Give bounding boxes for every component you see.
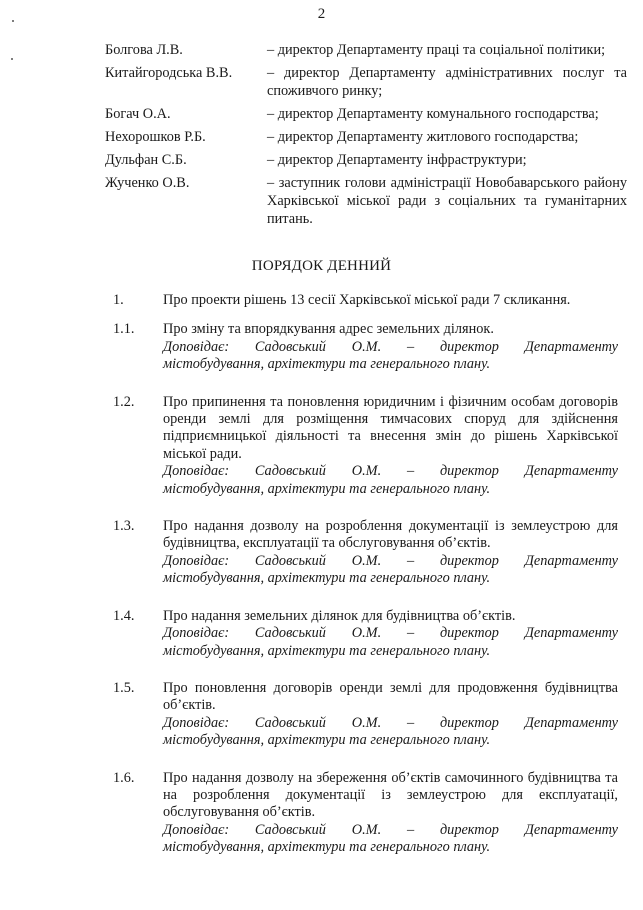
speaker-label: Доповідає: — [163, 821, 230, 838]
speaker-dash: – — [406, 338, 415, 355]
speaker-department-rest: містобудування, архітектури та генерального плану. — [163, 570, 491, 587]
attendee-name: Нехорошков Р.Б. — [105, 129, 206, 145]
agenda-item-number: 1.5. — [113, 679, 135, 696]
speaker-label: Доповідає: — [163, 714, 230, 731]
agenda-item — [113, 518, 618, 588]
speaker-name: Садовський — [254, 463, 326, 480]
agenda-item-text: Про надання дозволу на розроблення документації із землеустрою для будівництва, експлуатації та обслуговування об’єктів. — [163, 518, 618, 552]
agenda-item-body — [163, 680, 618, 750]
agenda-item-number: 1.4. — [113, 607, 135, 624]
agenda-item — [113, 292, 618, 309]
speaker-department-rest: містобудування, архітектури та генерального плану. — [163, 732, 491, 749]
scan-speck — [11, 58, 13, 60]
speaker-name: Садовський — [254, 338, 326, 355]
speaker-department: Департаменту — [524, 552, 618, 569]
agenda-item-text: Про зміну та впорядкування адрес земельних ділянок. — [163, 321, 494, 338]
speaker-department: Департаменту — [524, 463, 618, 480]
attendee-role: – директор Департаменту адміністративних послуг та споживчого ринку; — [267, 65, 627, 99]
speaker-dash: – — [406, 552, 415, 569]
agenda-item-text: Про поновлення договорів оренди землі для продовження будівництва об’єктів. — [163, 679, 618, 714]
agenda-item-text: Про припинення та поновлення юридичним і фізичним особам договорів оренди землі для розміщення тимчасових споруд для здійснення підприємницької діяльності та внесення змін до рішень Харківської міської ради. — [163, 393, 618, 462]
speaker-initials: О.М. — [351, 714, 382, 731]
agenda-title: ПОРЯДОК ДЕННИЙ — [251, 258, 392, 274]
speaker-initials: О.М. — [351, 821, 382, 838]
speaker-label: Доповідає: — [163, 552, 230, 569]
agenda-item — [113, 608, 618, 660]
agenda-item — [113, 770, 618, 857]
attendee-row — [105, 64, 627, 100]
speaker-block — [163, 463, 618, 498]
speaker-department-rest: містобудування, архітектури та генерального плану. — [163, 839, 491, 856]
speaker-department: Департаменту — [524, 625, 618, 642]
speaker-position: директор — [439, 552, 499, 569]
agenda-item-body — [163, 394, 618, 498]
speaker-department: Департаменту — [524, 821, 618, 838]
speaker-position: директор — [439, 821, 499, 838]
speaker-dash: – — [406, 463, 415, 480]
speaker-initials: О.М. — [351, 625, 382, 642]
page-number: 2 — [317, 6, 326, 22]
speaker-department: Департаменту — [524, 338, 618, 355]
attendee-row — [105, 151, 627, 169]
agenda-item-body — [163, 321, 618, 373]
speaker-name: Садовський — [254, 714, 326, 731]
attendee-name: Болгова Л.В. — [105, 42, 183, 58]
speaker-block — [163, 553, 618, 588]
agenda-list — [113, 292, 618, 857]
speaker-block — [163, 339, 618, 374]
speaker-label: Доповідає: — [163, 338, 230, 355]
speaker-department-rest: містобудування, архітектури та генерального плану. — [163, 480, 491, 497]
speaker-department-rest: містобудування, архітектури та генерального плану. — [163, 642, 491, 659]
speaker-department: Департаменту — [524, 714, 618, 731]
attendee-list — [105, 41, 627, 233]
attendee-role: – директор Департаменту праці та соціальної політики; — [267, 42, 606, 58]
speaker-position: директор — [439, 714, 499, 731]
agenda-item-text: Про проекти рішень 13 сесії Харківської міської ради 7 скликання. — [163, 292, 571, 308]
agenda-item — [113, 321, 618, 373]
agenda-item — [113, 394, 618, 498]
attendee-row — [105, 128, 627, 146]
attendee-role: – директор Департаменту інфраструктури; — [267, 152, 527, 168]
speaker-name: Садовський — [254, 625, 326, 642]
agenda-item-text: Про надання дозволу на збереження об’єктів самочинного будівництва та на розроблення документації із землеустрою для експлуатації, обслуговування об’єктів. — [163, 769, 618, 821]
agenda-item-text: Про надання земельних ділянок для будівництва об’єктів. — [163, 607, 516, 624]
attendee-row — [105, 174, 627, 228]
attendee-name: Китайгородська В.В. — [105, 65, 233, 81]
speaker-position: директор — [439, 625, 499, 642]
agenda-item-body — [163, 292, 618, 309]
speaker-label: Доповідає: — [163, 625, 230, 642]
speaker-name: Садовський — [254, 821, 326, 838]
scan-speck — [12, 20, 14, 22]
attendee-name: Дульфан С.Б. — [105, 152, 187, 168]
speaker-position: директор — [439, 338, 499, 355]
agenda-item-number: 1.2. — [113, 393, 135, 410]
attendee-role: – заступник голови адміністрації Новобаварського району Харківської міської ради з соціальних та гуманітарних питань. — [267, 175, 627, 227]
agenda-item-body — [163, 518, 618, 588]
speaker-initials: О.М. — [351, 463, 382, 480]
attendee-role: – директор Департаменту житлового господарства; — [267, 129, 579, 145]
agenda-item-body — [163, 770, 618, 857]
speaker-position: директор — [439, 463, 499, 480]
attendee-name: Богач О.А. — [105, 106, 171, 122]
agenda-item-number: 1.1. — [113, 321, 135, 338]
agenda-item-number: 1. — [113, 292, 124, 308]
agenda-item-number: 1.3. — [113, 518, 135, 535]
speaker-block — [163, 625, 618, 660]
agenda-item-body — [163, 608, 618, 660]
attendee-row — [105, 105, 627, 123]
attendee-row — [105, 41, 627, 59]
speaker-dash: – — [406, 714, 415, 731]
attendee-name: Жученко О.В. — [105, 175, 190, 191]
speaker-dash: – — [406, 625, 415, 642]
agenda-item — [113, 680, 618, 750]
speaker-initials: О.М. — [351, 338, 382, 355]
speaker-name: Садовський — [254, 552, 326, 569]
speaker-block — [163, 822, 618, 857]
speaker-label: Доповідає: — [163, 463, 230, 480]
speaker-dash: – — [406, 821, 415, 838]
speaker-block — [163, 715, 618, 750]
speaker-initials: О.М. — [351, 552, 382, 569]
attendee-role: – директор Департаменту комунального господарства; — [267, 106, 599, 122]
agenda-item-number: 1.6. — [113, 769, 135, 786]
speaker-department-rest: містобудування, архітектури та генерального плану. — [163, 356, 491, 373]
